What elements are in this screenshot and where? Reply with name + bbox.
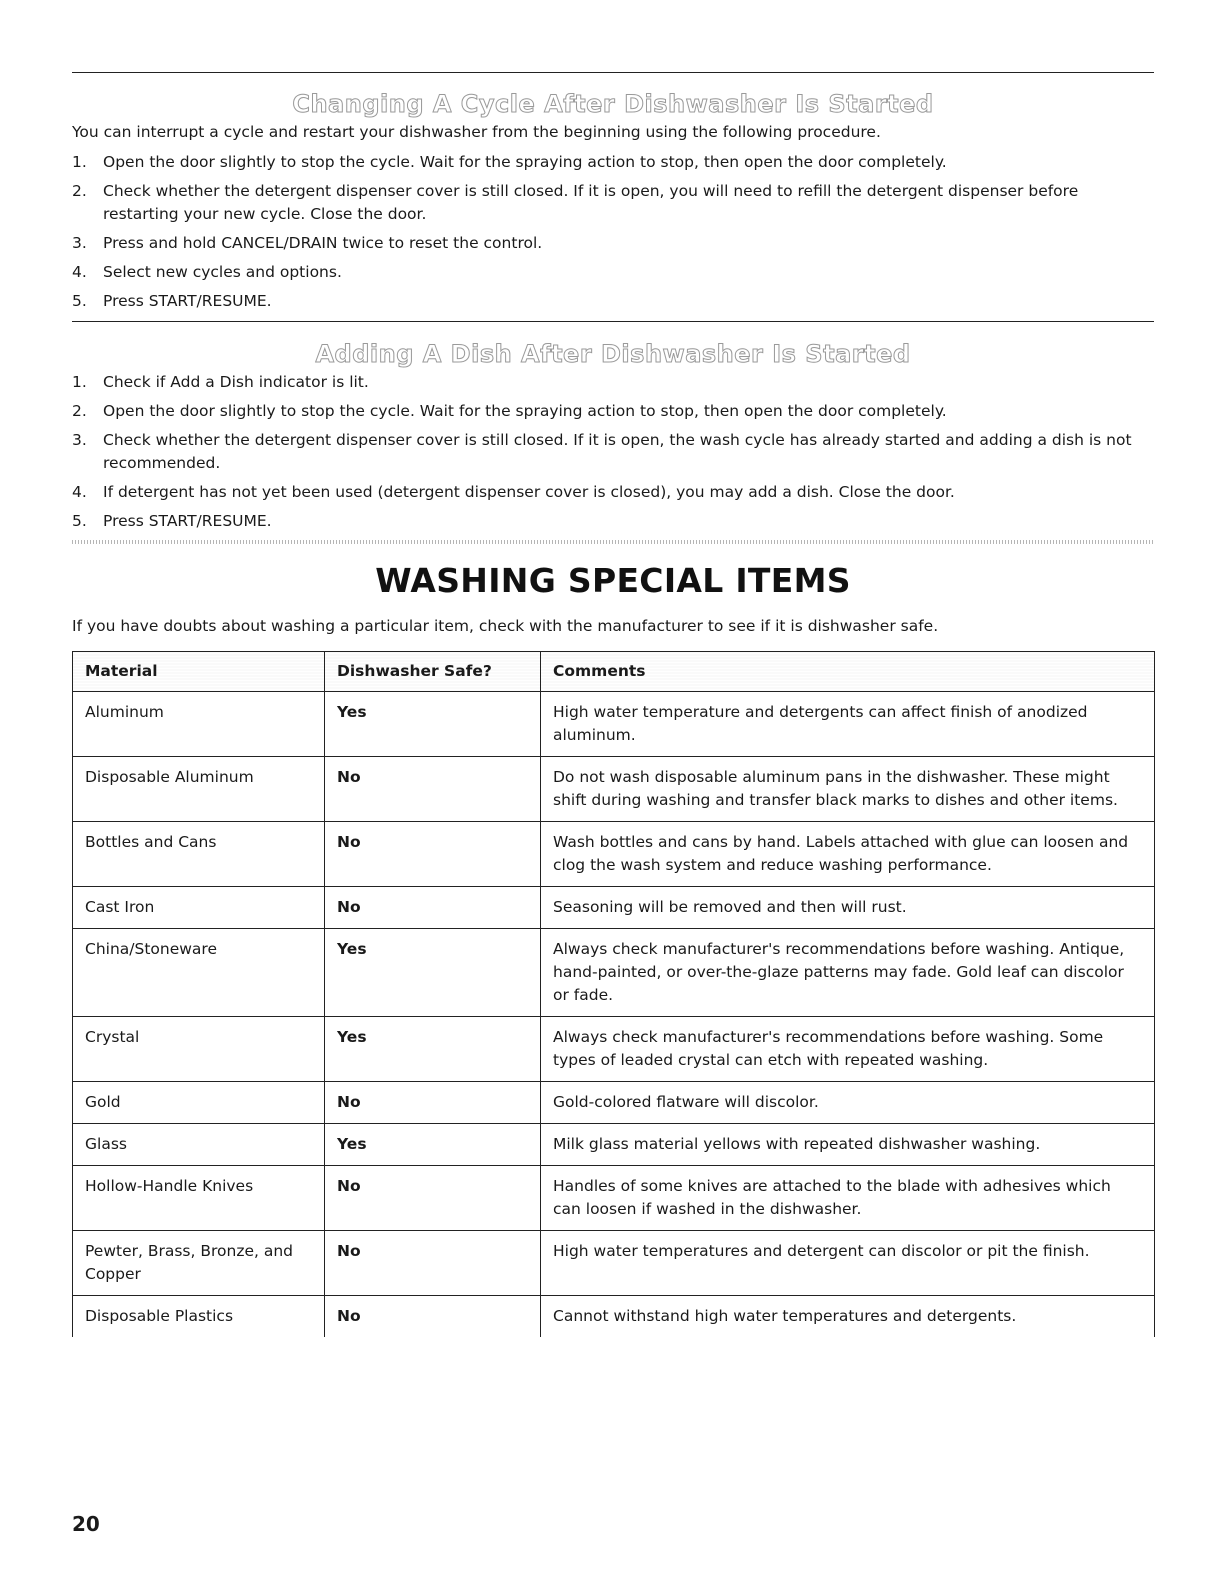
cell-material: Aluminum	[73, 692, 325, 757]
step-number: 4.	[72, 483, 87, 501]
cell-comments: Always check manufacturer's recommendations before washing. Some types of leaded crystal can etch with repeated washing.	[541, 1017, 1155, 1082]
step-item	[72, 400, 1154, 423]
cell-material: Glass	[73, 1124, 325, 1166]
step-number: 1.	[72, 373, 87, 391]
cell-material: Pewter, Brass, Bronze, and Copper	[73, 1231, 325, 1296]
step-text: Check whether the detergent dispenser cover is still closed. If it is open, the wash cycle has already started and adding a dish is not recommended.	[103, 431, 1132, 472]
step-item	[72, 429, 1154, 475]
cell-comments: Cannot withstand high water temperatures and detergents.	[541, 1296, 1155, 1338]
cell-dishwasher-safe: No	[325, 887, 541, 929]
step-item	[72, 371, 1154, 394]
table-header-row	[73, 652, 1155, 692]
step-item	[72, 510, 1154, 533]
section-title-changing-cycle: Changing A Cycle After Dishwasher Is Started	[292, 90, 934, 118]
cell-dishwasher-safe: Yes	[325, 929, 541, 1017]
cell-comments: Milk glass material yellows with repeated dishwasher washing.	[541, 1124, 1155, 1166]
section-divider-rule	[72, 321, 1154, 322]
step-item	[72, 261, 1154, 284]
table-row	[73, 822, 1155, 887]
section-intro-changing-cycle: You can interrupt a cycle and restart your dishwasher from the beginning using the following procedure.	[72, 123, 881, 141]
step-item	[72, 151, 1154, 174]
step-number: 1.	[72, 153, 87, 171]
step-item	[72, 481, 1154, 504]
cell-dishwasher-safe: No	[325, 1231, 541, 1296]
cell-material: Disposable Plastics	[73, 1296, 325, 1338]
step-item	[72, 232, 1154, 255]
column-header-dishwasher-safe: Dishwasher Safe?	[325, 652, 541, 692]
step-text: Open the door slightly to stop the cycle. Wait for the spraying action to stop, then open the door completely.	[103, 153, 947, 171]
washing-special-items-heading: WASHING SPECIAL ITEMS	[375, 561, 851, 600]
table-row	[73, 1017, 1155, 1082]
cell-comments: Wash bottles and cans by hand. Labels attached with glue can loosen and clog the wash system and reduce washing performance.	[541, 822, 1155, 887]
step-text: Press START/RESUME.	[103, 292, 272, 310]
step-text: Check whether the detergent dispenser cover is still closed. If it is open, you will need to refill the detergent dispenser before restarting your new cycle. Close the door.	[103, 182, 1079, 223]
table-row	[73, 757, 1155, 822]
top-rule	[72, 72, 1154, 73]
table-row	[73, 887, 1155, 929]
cell-comments: Seasoning will be removed and then will rust.	[541, 887, 1155, 929]
cell-comments: Gold-colored flatware will discolor.	[541, 1082, 1155, 1124]
table-row	[73, 929, 1155, 1017]
step-number: 3.	[72, 234, 87, 252]
cell-comments: Always check manufacturer's recommendations before washing. Antique, hand-painted, or over-the-glaze patterns may fade. Gold leaf can discolor or fade.	[541, 929, 1155, 1017]
table-row	[73, 1082, 1155, 1124]
step-text: Press and hold CANCEL/DRAIN twice to reset the control.	[103, 234, 543, 252]
step-item	[72, 180, 1154, 226]
section-title-adding-dish: Adding A Dish After Dishwasher Is Started	[315, 340, 911, 368]
cell-material: Disposable Aluminum	[73, 757, 325, 822]
steps-list-changing-cycle	[72, 151, 1154, 319]
cell-material: Gold	[73, 1082, 325, 1124]
step-item	[72, 290, 1154, 313]
washing-special-items-intro: If you have doubts about washing a particular item, check with the manufacturer to see if it is dishwasher safe.	[72, 617, 939, 635]
cell-dishwasher-safe: No	[325, 1296, 541, 1338]
column-header-comments: Comments	[541, 652, 1155, 692]
cell-dishwasher-safe: Yes	[325, 1017, 541, 1082]
steps-list-adding-dish	[72, 371, 1154, 539]
cell-material: China/Stoneware	[73, 929, 325, 1017]
cell-material: Bottles and Cans	[73, 822, 325, 887]
step-text: If detergent has not yet been used (detergent dispenser cover is closed), you may add a dish. Close the door.	[103, 483, 955, 501]
step-number: 5.	[72, 512, 87, 530]
step-number: 2.	[72, 402, 87, 420]
cell-comments: High water temperatures and detergent can discolor or pit the finish.	[541, 1231, 1155, 1296]
table-row	[73, 1296, 1155, 1338]
dotted-divider	[72, 540, 1154, 544]
cell-material: Hollow-Handle Knives	[73, 1166, 325, 1231]
table-row	[73, 692, 1155, 757]
table-row	[73, 1166, 1155, 1231]
step-number: 4.	[72, 263, 87, 281]
column-header-material: Material	[73, 652, 325, 692]
special-items-table	[72, 651, 1155, 1337]
cell-comments: High water temperature and detergents can affect finish of anodized aluminum.	[541, 692, 1155, 757]
table-body	[73, 692, 1155, 1338]
cell-dishwasher-safe: Yes	[325, 1124, 541, 1166]
page-number: 20	[72, 1512, 100, 1536]
step-number: 2.	[72, 182, 87, 200]
cell-dishwasher-safe: No	[325, 757, 541, 822]
step-text: Open the door slightly to stop the cycle. Wait for the spraying action to stop, then open the door completely.	[103, 402, 947, 420]
step-number: 5.	[72, 292, 87, 310]
step-text: Check if Add a Dish indicator is lit.	[103, 373, 369, 391]
cell-comments: Do not wash disposable aluminum pans in the dishwasher. These might shift during washing and transfer black marks to dishes and other items.	[541, 757, 1155, 822]
table-row	[73, 1231, 1155, 1296]
cell-dishwasher-safe: No	[325, 822, 541, 887]
step-number: 3.	[72, 431, 87, 449]
step-text: Press START/RESUME.	[103, 512, 272, 530]
table-row	[73, 1124, 1155, 1166]
cell-material: Crystal	[73, 1017, 325, 1082]
cell-material: Cast Iron	[73, 887, 325, 929]
cell-dishwasher-safe: No	[325, 1082, 541, 1124]
step-text: Select new cycles and options.	[103, 263, 342, 281]
cell-comments: Handles of some knives are attached to the blade with adhesives which can loosen if washed in the dishwasher.	[541, 1166, 1155, 1231]
cell-dishwasher-safe: Yes	[325, 692, 541, 757]
cell-dishwasher-safe: No	[325, 1166, 541, 1231]
